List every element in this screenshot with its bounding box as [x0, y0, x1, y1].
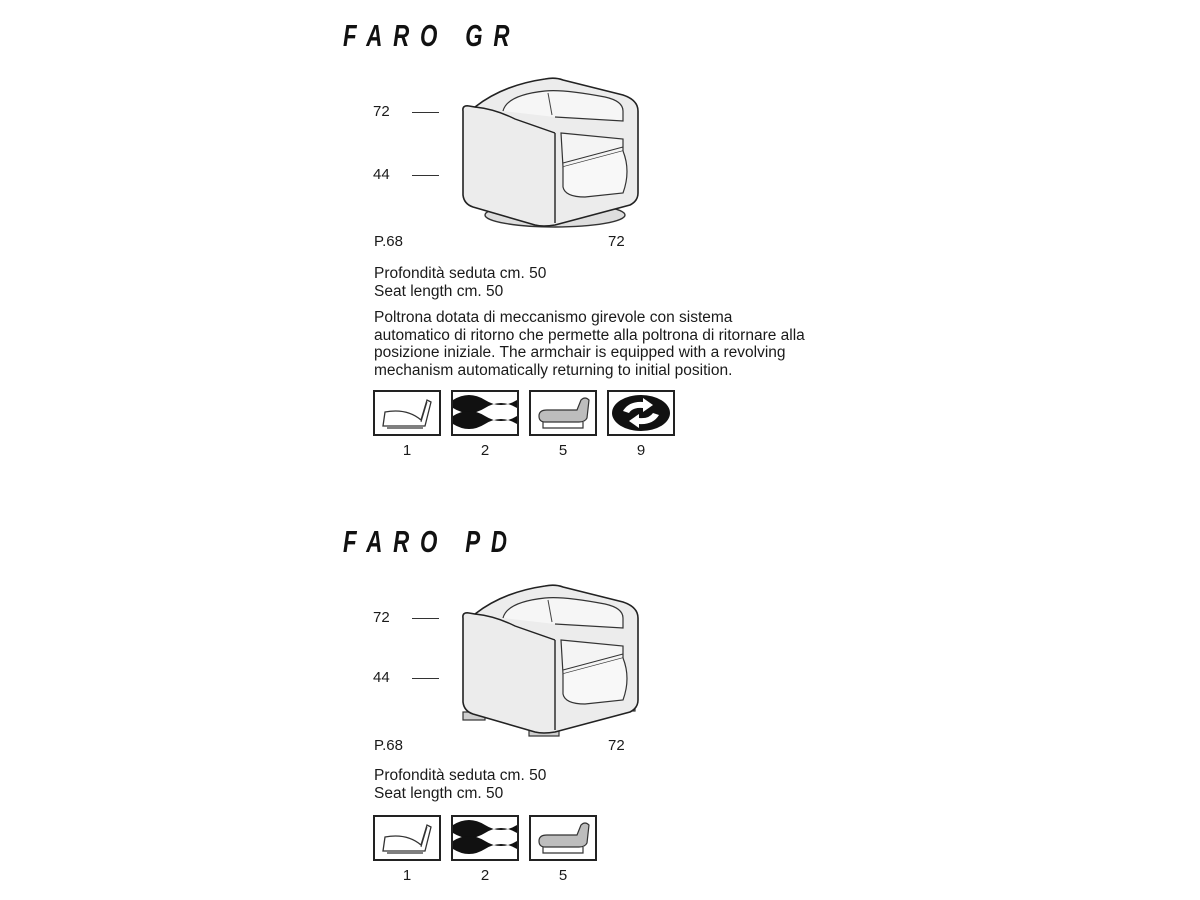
- width-label: 72: [608, 233, 625, 250]
- icon-label: 2: [480, 867, 490, 884]
- seat-length-it: Profondità seduta cm. 50: [374, 767, 547, 784]
- feature-icon-cell: [451, 390, 519, 460]
- wave-pattern-icon: [453, 817, 517, 859]
- height-seat-label: 44: [373, 669, 390, 686]
- height-top-tick: [412, 112, 439, 113]
- chair-frame-icon: [377, 394, 437, 432]
- seat-length-en: Seat length cm. 50: [374, 784, 504, 802]
- feature-icon-cell: [373, 390, 441, 460]
- product-title: FARO GR: [343, 18, 521, 53]
- feature-icon-cell: [607, 390, 675, 460]
- height-seat-tick: [412, 678, 439, 679]
- swivel-return-icon: [609, 392, 673, 434]
- feature-icons: [373, 815, 597, 885]
- seat-cushion-icon: [533, 394, 593, 432]
- product-title: FARO PD: [343, 524, 518, 559]
- feature-icon-cell: [529, 390, 597, 460]
- seat-cushion-icon: [533, 819, 593, 857]
- armchair-feet-drawing: [455, 582, 645, 740]
- seat-length-it: Profondità seduta cm. 50: [374, 265, 547, 282]
- seat-length-info: [374, 767, 546, 802]
- depth-label: P.68: [374, 233, 403, 250]
- feature-icon-cell: [373, 815, 441, 885]
- seat-length-en: Seat length cm. 50: [374, 282, 504, 300]
- icon-label: 5: [558, 867, 568, 884]
- seat-length-info: [374, 265, 546, 300]
- armchair-swivel-drawing: [455, 75, 645, 233]
- chair-frame-icon: [377, 819, 437, 857]
- icon-label: 5: [558, 442, 568, 459]
- height-top-tick: [412, 618, 439, 619]
- height-seat-tick: [412, 175, 439, 176]
- height-top-label: 72: [373, 103, 390, 120]
- feature-icons: [373, 390, 675, 460]
- wave-pattern-icon: [453, 392, 517, 434]
- icon-label: 9: [636, 442, 646, 459]
- product-description: [374, 309, 805, 379]
- description-line: posizione iniziale. The armchair is equipped with a revolving: [374, 344, 786, 361]
- description-line: automatico di ritorno che permette alla poltrona di ritornare alla: [374, 326, 805, 344]
- width-label: 72: [608, 737, 625, 754]
- icon-label: 1: [402, 867, 412, 884]
- icon-label: 2: [480, 442, 490, 459]
- height-seat-label: 44: [373, 166, 390, 183]
- height-top-label: 72: [373, 609, 390, 626]
- description-line: mechanism automatically returning to initial position.: [374, 361, 733, 379]
- icon-label: 1: [402, 442, 412, 459]
- description-line: Poltrona dotata di meccanismo girevole con sistema: [374, 309, 733, 326]
- depth-label: P.68: [374, 737, 403, 754]
- feature-icon-cell: [529, 815, 597, 885]
- feature-icon-cell: [451, 815, 519, 885]
